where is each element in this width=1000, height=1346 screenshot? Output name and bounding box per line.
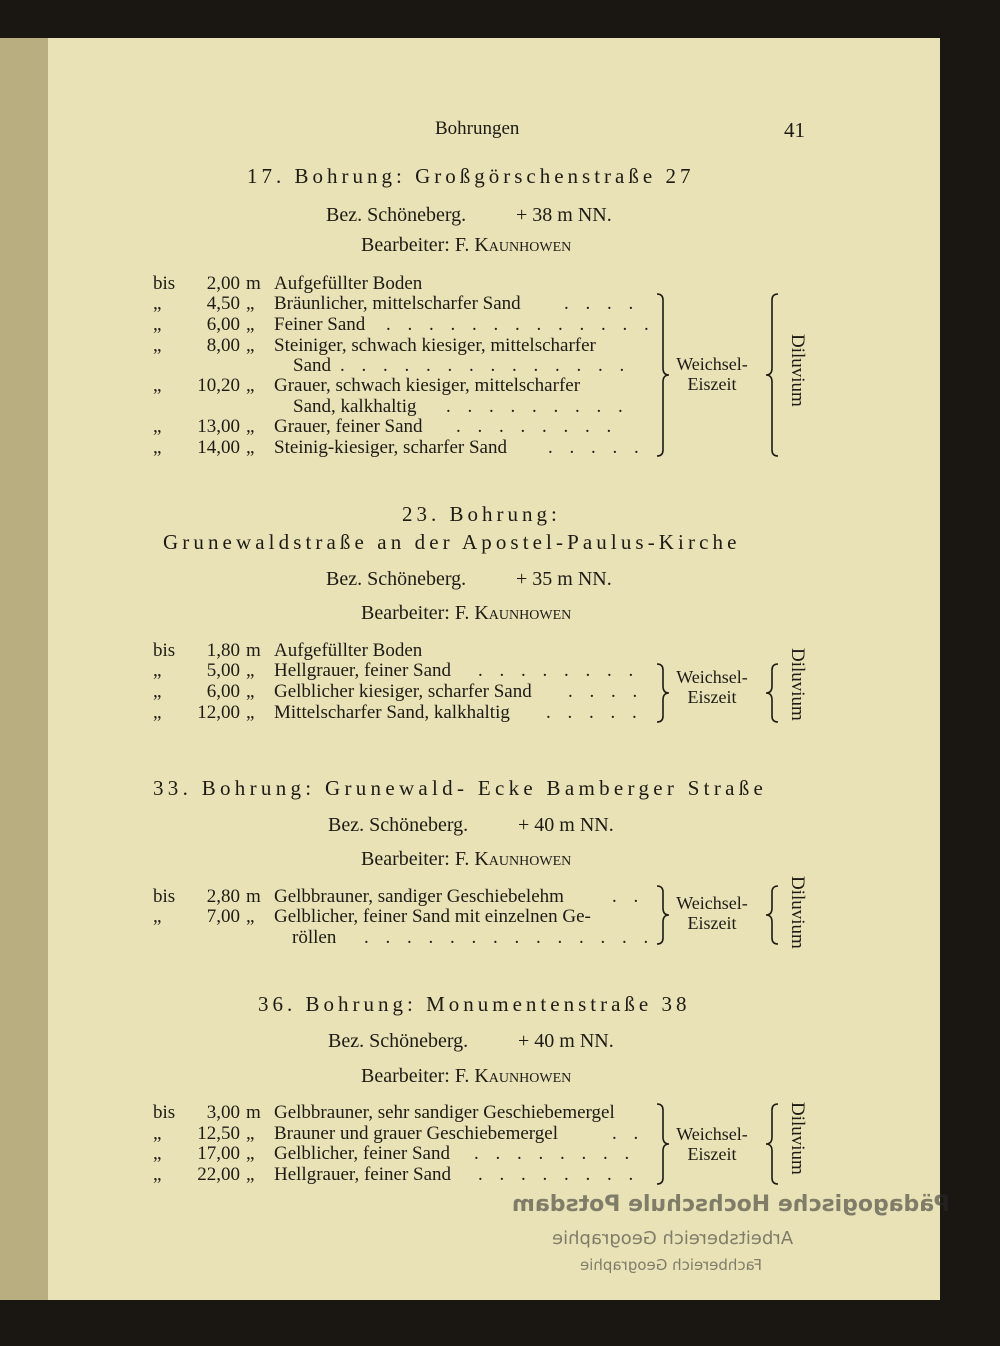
epoch-brace [764,662,780,724]
row-unit: „ [246,314,255,335]
row-desc: Bräunlicher, mittelscharfer Sand [274,293,521,314]
row-depth: 14,00 [197,437,240,458]
row-unit: „ [246,702,255,723]
row-prefix: bis [153,1102,176,1123]
row-depth: 4,50 [206,293,240,314]
row-depth: 17,00 [197,1143,240,1164]
epoch-label: Diluvium [787,1102,808,1175]
leader-dots: . . . . . . . . . [446,396,629,417]
row-desc: Hellgrauer, feiner Sand [274,1164,452,1185]
leader-dots: . . [612,886,645,907]
row-prefix: „ [153,681,162,702]
row-depth: 10,20 [197,375,240,396]
stage-brace [655,884,671,946]
leader-dots: . . . . . . . . [478,1164,640,1185]
stamp-line-2: Arbeitsbereich Geographie [552,1228,794,1249]
editor-label: Bearbeiter: F. [361,1065,470,1087]
row-desc: Steiniger, schwach kiesiger, mittelscharfer [274,335,596,356]
editor [361,1065,571,1088]
section-title: 33. Bohrung: Grunewald- Ecke Bamberger Straße [153,776,768,800]
leader-dots: . . . . . . . . . . . . . . [340,355,631,376]
row-desc: röllen [292,927,337,948]
editor [361,848,571,871]
leader-dots: . . . . . . . . [478,660,640,681]
page-number: 41 [784,118,805,142]
editor [361,234,571,257]
row-unit: „ [246,1164,255,1185]
row-prefix: „ [153,293,162,314]
epoch-brace [764,1102,780,1186]
leader-dots: . . . . . . . . [474,1143,636,1164]
row-prefix: „ [153,906,162,927]
row-desc: Grauer, schwach kiesiger, mittelscharfer [274,375,581,396]
row-depth: 3,00 [206,1102,240,1123]
row-unit: m [246,1102,261,1123]
stamp-line-3: Fachbereich Geographie [580,1256,763,1274]
row-prefix: bis [153,273,176,294]
row-unit: „ [246,375,255,396]
row-unit: „ [246,1143,255,1164]
row-desc: Brauner und grauer Geschiebemergel [274,1123,558,1144]
row-unit: m [246,640,261,661]
row-depth: 13,00 [197,416,240,437]
section-title: 17. Bohrung: Großgörschenstraße 27 [247,164,695,188]
row-prefix: „ [153,660,162,681]
section-title: 36. Bohrung: Monumentenstraße 38 [258,992,691,1016]
row-prefix: bis [153,886,176,907]
row-prefix: „ [153,1123,162,1144]
row-unit: „ [246,416,255,437]
running-head: Bohrungen [435,118,520,139]
row-desc: Gelbbrauner, sandiger Geschiebelehm [274,886,564,907]
stage-label: Weichsel- Eiszeit [676,893,748,933]
leader-dots: . . . . [568,681,644,702]
row-desc: Sand [293,355,331,376]
section-title-number: 23. Bohrung: [402,502,561,526]
row-depth: 2,80 [206,886,240,907]
book-edge [0,38,48,1300]
editor-name: Kaunhowen [474,848,572,870]
row-depth: 22,00 [197,1164,240,1185]
editor-label: Bearbeiter: F. [361,234,470,256]
row-desc: Feiner Sand [274,314,366,335]
stage-brace [655,292,671,458]
row-unit: m [246,273,261,294]
epoch-brace [764,884,780,946]
elevation: + 40 m NN. [518,1030,614,1052]
row-depth: 1,80 [206,640,240,661]
stage-brace [655,662,671,724]
row-unit: „ [246,660,255,681]
district: Bez. Schöneberg. [328,814,469,836]
stage-brace [655,1102,671,1186]
leader-dots: . . . . . [548,437,645,458]
row-depth: 12,00 [197,702,240,723]
editor-name: Kaunhowen [474,602,572,624]
editor-name: Kaunhowen [474,234,572,256]
leader-dots: . . . . . . . . . . . . . [386,314,655,335]
row-desc: Hellgrauer, feiner Sand [274,660,452,681]
section-title-place: Grunewaldstraße an der Apostel-Paulus-Kirche [163,530,741,554]
row-unit: „ [246,293,255,314]
leader-dots: . . [612,1123,645,1144]
district: Bez. Schöneberg. [326,204,467,226]
row-desc: Steinig-kiesiger, scharfer Sand [274,437,507,458]
row-depth: 6,00 [206,314,240,335]
editor-name: Kaunhowen [474,1065,572,1087]
leader-dots: . . . . . . . . [456,416,618,437]
district: Bez. Schöneberg. [326,568,467,590]
row-desc: Mittelscharfer Sand, kalkhaltig [274,702,510,723]
row-desc: Gelbbrauner, sehr sandiger Geschiebemergel [274,1102,615,1123]
row-unit: „ [246,1123,255,1144]
row-prefix: „ [153,1164,162,1185]
row-depth: 12,50 [197,1123,240,1144]
leader-dots: . . . . . . . . . . . . . . [364,927,655,948]
row-desc: Gelblicher, feiner Sand [274,1143,450,1164]
row-unit: „ [246,681,255,702]
district: Bez. Schöneberg. [328,1030,469,1052]
row-unit: „ [246,906,255,927]
stamp-line-1: Pädagogische Hochschule Potsdam [512,1192,950,1217]
leader-dots: . . . . [564,293,640,314]
epoch-label: Diluvium [787,334,808,407]
epoch-label: Diluvium [787,648,808,721]
stage-label: Weichsel- Eiszeit [676,354,748,394]
elevation: + 35 m NN. [516,568,612,590]
editor-label: Bearbeiter: F. [361,848,470,870]
elevation: + 38 m NN. [516,204,612,226]
row-unit: „ [246,437,255,458]
row-desc: Sand, kalkhaltig [293,396,417,417]
leader-dots: . . . . . [546,702,643,723]
epoch-brace [764,292,780,458]
row-prefix: „ [153,314,162,335]
row-desc: Grauer, feiner Sand [274,416,423,437]
row-unit: m [246,886,261,907]
row-prefix: „ [153,416,162,437]
row-depth: 7,00 [206,906,240,927]
row-prefix: bis [153,640,176,661]
elevation: + 40 m NN. [518,814,614,836]
row-depth: 6,00 [206,681,240,702]
row-prefix: „ [153,702,162,723]
editor-label: Bearbeiter: F. [361,602,470,624]
row-prefix: „ [153,335,162,356]
row-desc: Gelblicher kiesiger, scharfer Sand [274,681,532,702]
row-prefix: „ [153,1143,162,1164]
epoch-label: Diluvium [787,876,808,949]
row-depth: 5,00 [206,660,240,681]
row-unit: „ [246,335,255,356]
row-depth: 2,00 [206,273,240,294]
row-desc: Aufgefüllter Boden [274,640,423,661]
row-desc: Gelblicher, feiner Sand mit einzelnen Ge- [274,906,591,927]
stage-label: Weichsel- Eiszeit [676,1124,748,1164]
row-prefix: „ [153,375,162,396]
editor [361,602,571,625]
row-depth: 8,00 [206,335,240,356]
row-prefix: „ [153,437,162,458]
row-desc: Aufgefüllter Boden [274,273,423,294]
stage-label: Weichsel- Eiszeit [676,667,748,707]
